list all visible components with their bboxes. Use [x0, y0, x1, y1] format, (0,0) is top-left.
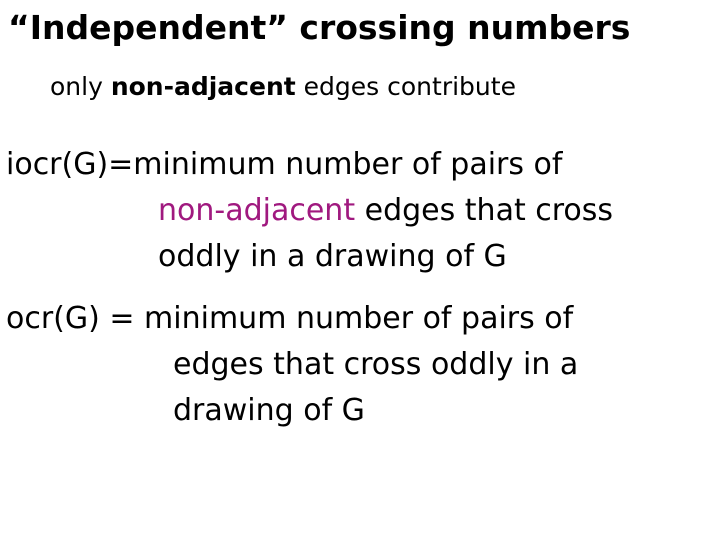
ocr-line-2: edges that cross oddly in a [173, 347, 579, 382]
ocr-line-3: drawing of G [173, 393, 365, 428]
iocr-definition [6, 142, 613, 280]
subtitle-prefix: only [50, 72, 111, 101]
iocr-line-2-rest: edges that cross [355, 193, 614, 228]
subtitle-suffix: edges contribute [295, 72, 516, 101]
ocr-line-1: ocr(G) = minimum number of pairs of [6, 301, 574, 336]
ocr-definition [6, 296, 578, 434]
subtitle-emphasis: non-adjacent [110, 72, 296, 101]
iocr-non-adjacent-highlight: non-adjacent [158, 193, 356, 228]
iocr-line-1: iocr(G)=minimum number of pairs of [6, 147, 563, 182]
iocr-line-3: oddly in a drawing of G [158, 239, 507, 274]
iocr-line-2 [6, 188, 613, 234]
slide-title: “Independent” crossing numbers [8, 8, 631, 47]
slide-subtitle [50, 72, 516, 101]
